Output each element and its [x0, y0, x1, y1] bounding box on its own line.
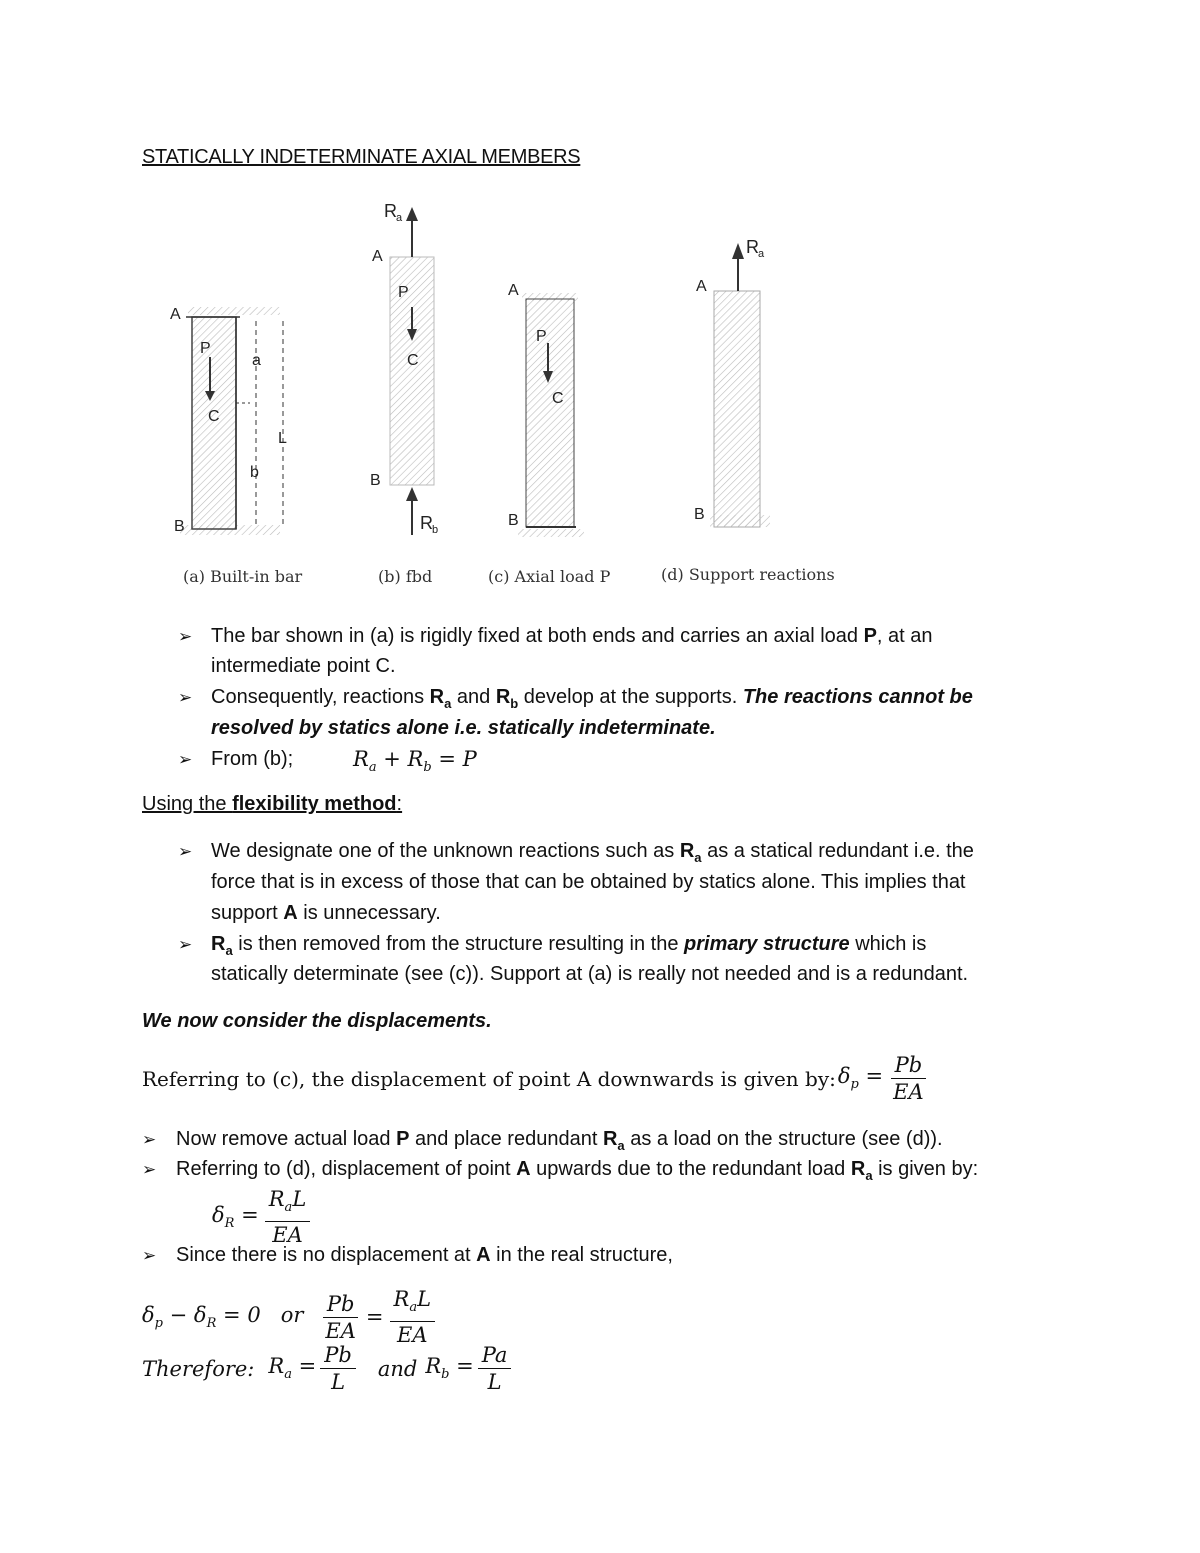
referring-line: Referring to (c), the displacement of point A downwards is given by: $\delta_p$ = $\frac{Pb}{EA}$	[142, 1052, 928, 1105]
s3-bullet3: Since there is no displacement at A in the real structure,	[176, 1244, 673, 1266]
label-C: C	[407, 352, 419, 369]
s2-bullet1-line3: support A is unnecessary.	[211, 902, 441, 924]
bar-d	[714, 291, 760, 527]
label-Ra: R	[384, 201, 397, 221]
s3-bullet1: Now remove actual load P and place redundant $R_a$ as a load on the structure (see (d)).	[176, 1128, 943, 1153]
fraction-pb-ea: $\frac{Pb}{EA}$	[321, 1291, 360, 1344]
label-a: a	[252, 352, 261, 369]
section-heading-displacements: We now consider the displacements.	[142, 1010, 492, 1032]
label-Ra-sub: a	[758, 248, 765, 260]
bar-c	[526, 299, 574, 527]
label-B: B	[174, 518, 185, 535]
bullet-arrow-icon: ➢	[142, 1246, 157, 1265]
panel-d	[694, 237, 770, 527]
equation-equilibrium: $R_a + R_b = P$	[353, 747, 477, 776]
fraction-pb-l: $\frac{Pb}{L}$	[320, 1342, 356, 1395]
bullet-arrow-icon: ➢	[142, 1130, 157, 1149]
caption-d: (d) Support reactions	[661, 565, 835, 584]
label-A: A	[508, 282, 519, 299]
label-B: B	[508, 512, 519, 529]
caption-b: (b) fbd	[378, 567, 433, 586]
label-Ra: R	[746, 237, 759, 257]
top-support-a	[188, 307, 280, 315]
figure-panels	[150, 195, 870, 595]
label-P: P	[398, 284, 409, 301]
s1-bullet2: Consequently, reactions $R_a$ and $R_b$ develop at the supports. The reactions cannot be	[211, 686, 973, 711]
bar-b	[390, 257, 434, 485]
s1-bullet2-line2: resolved by statics alone i.e. statically indeterminate.	[211, 717, 716, 739]
equation-delta-r: $\delta_R$ = $\frac{R_aL}{EA}$	[212, 1186, 310, 1248]
equation-reactions: Therefore: $R_a$ = $\frac{Pb}{L}$ and $R_b$ = $\frac{Pa}{L}$	[142, 1342, 511, 1395]
bullet-arrow-icon: ➢	[178, 842, 193, 861]
label-Rb-sub: b	[432, 524, 439, 536]
label-Rb: R	[420, 513, 433, 533]
bullet-arrow-icon: ➢	[178, 750, 193, 769]
fraction-ral-ea: $\frac{R_aL}{EA}$	[265, 1186, 311, 1248]
label-Ra-sub: a	[396, 212, 403, 224]
s1-bullet1-line2: intermediate point C.	[211, 655, 396, 677]
fraction-pa-l: $\frac{Pa}{L}$	[478, 1342, 512, 1395]
bottom-support-d	[710, 515, 770, 527]
label-b: b	[250, 464, 259, 481]
label-P: P	[200, 340, 211, 357]
s2-bullet1-line2: force that is in excess of those that can be obtained by statics alone. This implies that	[211, 871, 966, 893]
equation-compatibility: $\delta_p - \delta_R = 0$ or $\frac{Pb}{EA}$ = $\frac{R_aL}{EA}$	[142, 1286, 435, 1348]
s1-bullet3: From (b);	[211, 748, 294, 770]
panel-a	[170, 306, 287, 535]
label-A: A	[170, 306, 181, 323]
label-B: B	[694, 506, 705, 523]
panel-b	[370, 201, 438, 536]
fraction-pb-ea: $\frac{Pb}{EA}$	[889, 1052, 928, 1105]
label-A: A	[696, 278, 707, 295]
label-C: C	[208, 408, 220, 425]
bullet-arrow-icon: ➢	[142, 1160, 157, 1179]
label-B: B	[370, 472, 381, 489]
caption-a: (a) Built-in bar	[183, 567, 303, 586]
s2-bullet2-line2: statically determinate (see (c)). Support at (a) is really not needed and is a redundant.	[211, 963, 969, 985]
label-A: A	[372, 248, 383, 265]
section-heading-flexibility: Using the flexibility method:	[142, 793, 403, 815]
label-P: P	[536, 328, 547, 345]
bullet-arrow-icon: ➢	[178, 688, 193, 707]
bullet-arrow-icon: ➢	[178, 935, 193, 954]
panel-c	[508, 282, 584, 537]
bullet-arrow-icon: ➢	[178, 627, 193, 646]
page-title: STATICALLY INDETERMINATE AXIAL MEMBERS	[142, 146, 581, 168]
s2-bullet2: $R_a$ is then removed from the structure resulting in the primary structure which is	[211, 933, 927, 958]
caption-c: (c) Axial load P	[488, 567, 611, 586]
label-C: C	[552, 390, 564, 407]
fraction-ral-ea: $\frac{R_aL}{EA}$	[390, 1286, 436, 1348]
s2-bullet1: We designate one of the unknown reactions such as $R_a$ as a statical redundant i.e. the	[211, 840, 974, 865]
s3-bullet2: Referring to (d), displacement of point A upwards due to the redundant load $R_a$ is given by:	[176, 1158, 979, 1183]
label-L: L	[278, 430, 287, 447]
s1-bullet1: The bar shown in (a) is rigidly fixed at both ends and carries an axial load P, at an	[211, 625, 933, 647]
bottom-support-c	[518, 529, 584, 537]
